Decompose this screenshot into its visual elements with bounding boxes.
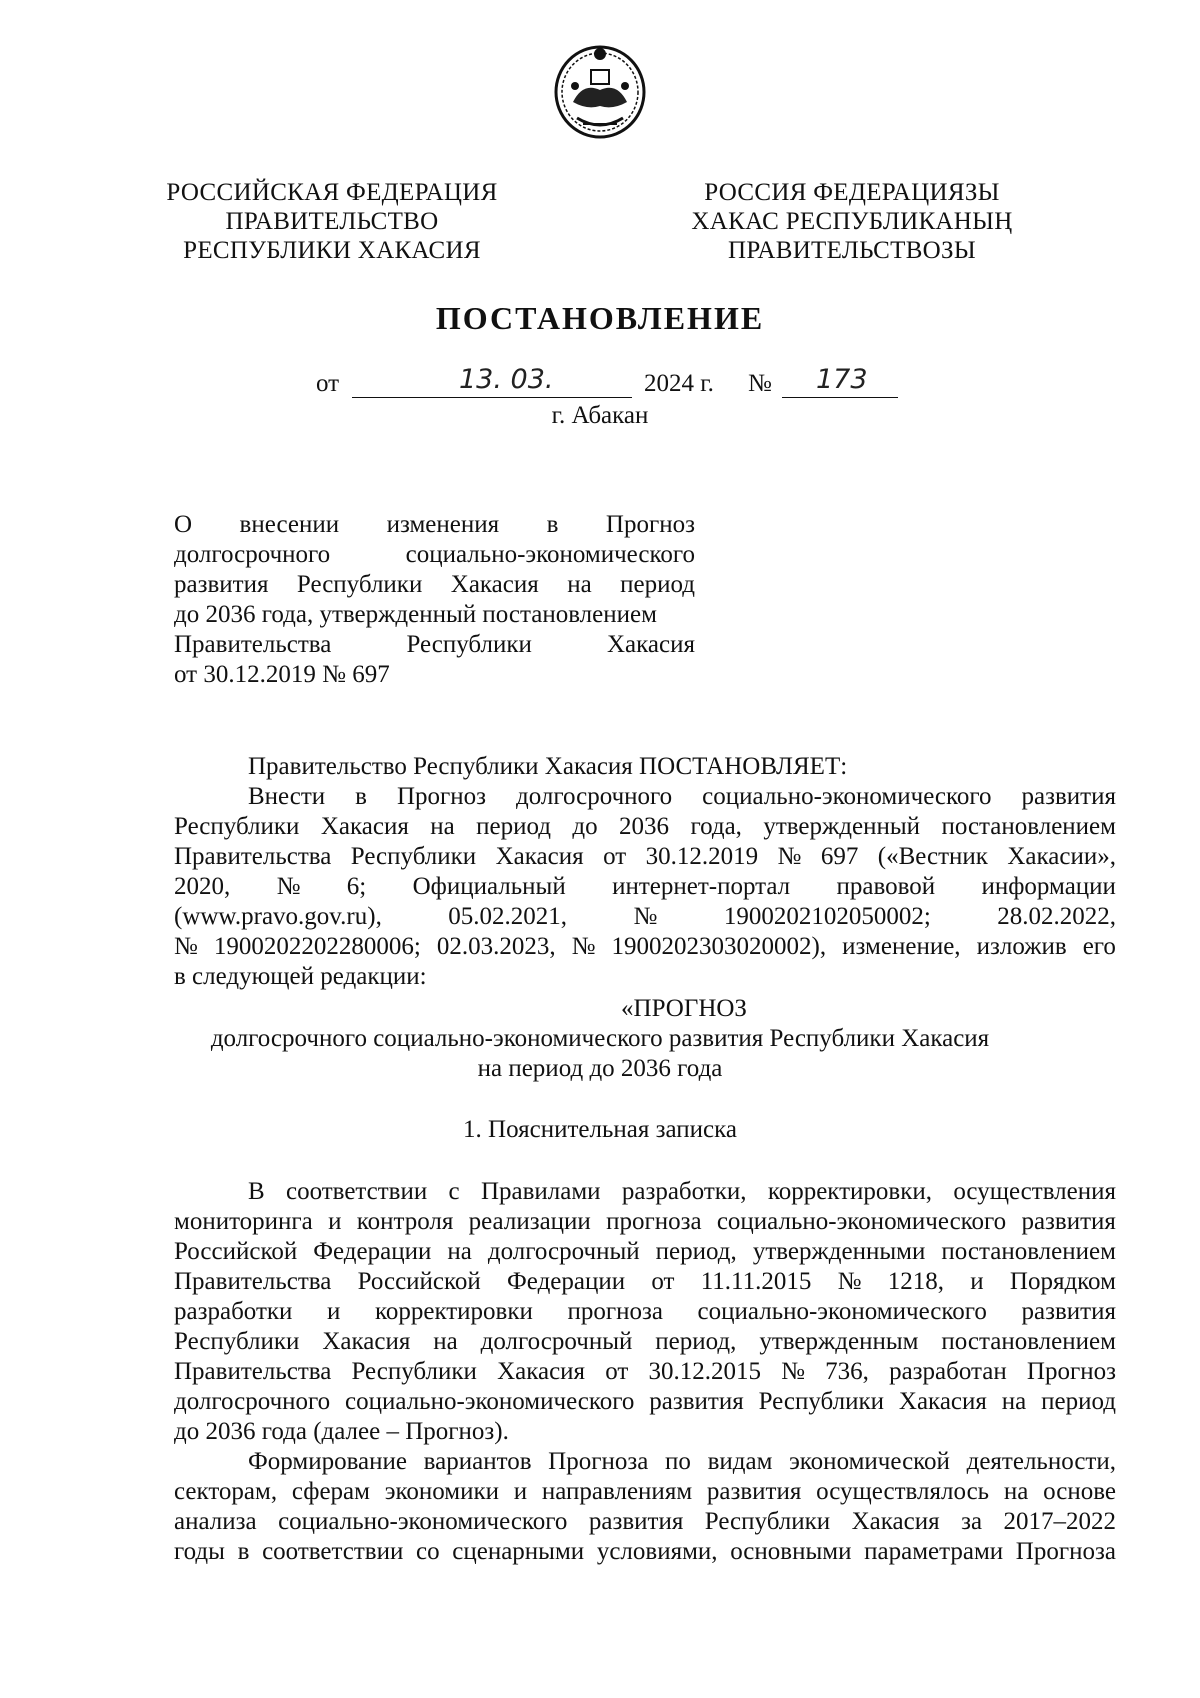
header-right — [672, 178, 1032, 265]
word: в — [355, 783, 367, 810]
word: развития — [1021, 1298, 1116, 1325]
word: Хакасия — [607, 631, 695, 658]
word: Республики — [758, 1388, 885, 1415]
word: постановлением — [941, 1238, 1116, 1265]
word: 1900202202280006; — [213, 933, 421, 960]
word: разработки — [174, 1298, 293, 1325]
word: Прогноз — [605, 511, 695, 538]
word: Внести — [248, 783, 326, 810]
word: развития — [706, 1478, 802, 1505]
word: № — [781, 1358, 805, 1385]
word: (www.pravo.gov.ru), — [174, 903, 382, 930]
word: разработан — [889, 1358, 1007, 1385]
word: 736, — [825, 1358, 869, 1385]
word: № — [174, 933, 198, 960]
number-sign: № — [748, 370, 772, 397]
city: г. Абакан — [551, 402, 649, 429]
text-line — [174, 842, 1116, 872]
subject-line — [174, 630, 695, 660]
word: прогноза — [606, 1208, 702, 1235]
word: социально-экономического — [405, 541, 695, 568]
word: долгосрочного — [174, 541, 331, 568]
word: на — [1003, 1478, 1029, 1505]
word: № — [837, 1268, 862, 1295]
word: Хакасия — [898, 1388, 987, 1415]
word: Хакасия — [495, 843, 584, 870]
subject-line — [174, 570, 695, 600]
word: Хакасия — [851, 1508, 940, 1535]
word: постановлением — [941, 1328, 1116, 1355]
word: Республики — [704, 1508, 831, 1535]
word: видам — [707, 1448, 773, 1475]
word: Российской — [174, 1238, 298, 1265]
coat-of-arms-emblem — [553, 40, 647, 140]
text-line — [174, 1207, 1116, 1237]
word: до 2036 года, утвержденный постановлением — [174, 601, 657, 628]
word: социально-экономического — [716, 1208, 1007, 1235]
word: 697 — [820, 843, 859, 870]
word: долгосрочного — [516, 783, 673, 810]
handwritten-date: 13. 03. — [459, 364, 554, 395]
word: Хакасия — [322, 1328, 411, 1355]
word: Правительства — [174, 631, 332, 658]
word: анализа — [174, 1508, 257, 1535]
word: в — [237, 1538, 250, 1565]
word: долгосрочный — [487, 1238, 640, 1265]
word: от 30.12.2019 № 697 — [174, 661, 390, 688]
word: и — [513, 1478, 528, 1505]
word: корректировки — [374, 1298, 533, 1325]
word: на — [447, 1238, 472, 1265]
text-line — [174, 932, 1116, 962]
word: период, — [655, 1328, 737, 1355]
word: развития — [649, 1388, 744, 1415]
word: Порядком — [1009, 1268, 1116, 1295]
word: Российской — [357, 1268, 481, 1295]
word: 05.02.2021, — [448, 903, 568, 930]
text-line — [174, 1477, 1116, 1507]
word: социально-экономического — [345, 1388, 635, 1415]
header-right-line: ХАКАС РЕСПУБЛИКАНЫҢ — [691, 208, 1013, 235]
word: года, — [690, 813, 742, 840]
word: Хакасия — [497, 1358, 586, 1385]
word: № — [571, 933, 596, 960]
word: мониторинга — [174, 1208, 313, 1235]
forecast-title-line: долгосрочного социально-экономического развития Республики Хакасия — [210, 1025, 990, 1052]
word: 28.02.2022, — [997, 903, 1116, 930]
subject-line — [174, 660, 695, 690]
text-line — [174, 1177, 1116, 1207]
word: В — [248, 1178, 265, 1205]
word: годы — [174, 1538, 225, 1565]
word: с — [448, 1178, 460, 1205]
word: Республики — [174, 1328, 300, 1355]
word: за — [961, 1508, 983, 1535]
subject-block — [174, 510, 695, 690]
word: период — [1041, 1388, 1116, 1415]
word: Прогноз — [396, 783, 487, 810]
word: № — [777, 843, 802, 870]
word: и — [328, 1208, 342, 1235]
word: изложив — [976, 933, 1067, 960]
word: информации — [981, 873, 1116, 900]
document-title: ПОСТАНОВЛЕНИЕ — [435, 300, 765, 336]
word: направлениям — [541, 1478, 693, 1505]
header-left-line: ПРАВИТЕЛЬСТВО — [225, 208, 439, 235]
word: до — [572, 813, 598, 840]
header-left-line: РЕСПУБЛИКИ ХАКАСИЯ — [183, 237, 481, 264]
word: Прогноз — [1026, 1358, 1116, 1385]
word: основе — [1043, 1478, 1116, 1505]
text-line — [174, 902, 1116, 932]
word: от — [651, 1268, 675, 1295]
word: Республики — [296, 571, 423, 598]
word: 30.12.2019 — [645, 843, 759, 870]
word: Формирование — [248, 1448, 407, 1475]
word: развития — [588, 1508, 684, 1535]
word: («Вестник — [877, 843, 988, 870]
word: 1218, — [887, 1268, 944, 1295]
text-line — [174, 1507, 1116, 1537]
word: на — [430, 813, 455, 840]
word: соответствии — [285, 1178, 428, 1205]
word: социально-экономического — [697, 1298, 987, 1325]
word: Республики — [351, 1358, 477, 1385]
text-line — [174, 1237, 1116, 1267]
word: его — [1082, 933, 1116, 960]
word: и — [327, 1298, 341, 1325]
word: 11.11.2015 — [700, 1268, 812, 1295]
word: условиями, — [596, 1538, 718, 1565]
text-line — [174, 812, 1116, 842]
word: развития — [1021, 783, 1116, 810]
subject-line — [174, 540, 695, 570]
date-prefix: от — [316, 370, 340, 397]
word: со — [415, 1538, 440, 1565]
decree-intro: Правительство Республики Хакасия ПОСТАНОВЛЯЕТ: — [248, 753, 848, 780]
word: контроля — [356, 1208, 454, 1235]
word: 30.12.2015 — [648, 1358, 761, 1385]
header-right-line: РОССИЯ ФЕДЕРАЦИЯЗЫ — [704, 179, 1000, 206]
word: осуществления — [953, 1178, 1116, 1205]
word: на — [433, 1328, 458, 1355]
word: секторам, — [174, 1478, 278, 1505]
word: Прогноза — [1015, 1538, 1116, 1565]
word: соответствии — [262, 1538, 404, 1565]
word: от — [605, 1358, 629, 1385]
text-line — [174, 1297, 1116, 1327]
text-line — [174, 872, 1116, 902]
word: изменения — [386, 511, 500, 538]
word: Федерации — [313, 1238, 432, 1265]
word: на — [1001, 1388, 1027, 1415]
word: 2017–2022 — [1003, 1508, 1116, 1535]
section-title: 1. Пояснительная записка — [463, 1116, 737, 1143]
word: 1900202102050002; — [723, 903, 931, 930]
word: Правительства — [174, 843, 332, 870]
word: Правительства — [174, 1358, 332, 1385]
text-line: в следующей редакции: — [174, 963, 427, 990]
word: О — [174, 511, 193, 538]
word: правовой — [836, 873, 936, 900]
word: 2036 — [619, 813, 670, 840]
date-year: 2024 г. — [644, 370, 714, 397]
word: основными — [730, 1538, 852, 1565]
word: экономической — [789, 1448, 950, 1475]
word: долгосрочного — [174, 1388, 331, 1415]
text-line — [174, 1387, 1116, 1417]
word: реализации — [468, 1208, 591, 1235]
subject-line — [174, 600, 695, 630]
text-line — [174, 1267, 1116, 1297]
word: интернет-портал — [612, 873, 791, 900]
word: Республики — [350, 843, 477, 870]
word: сферам — [291, 1478, 370, 1505]
word: на — [567, 571, 592, 598]
word: Правительства — [174, 1268, 332, 1295]
word: Республики — [406, 631, 532, 658]
word: по — [665, 1448, 691, 1475]
word: деятельности, — [966, 1448, 1116, 1475]
text-line — [174, 1537, 1116, 1567]
word: 2020, — [174, 873, 231, 900]
word: период — [476, 813, 551, 840]
text-line — [174, 782, 1116, 812]
text-line: до 2036 года (далее – Прогноз). — [174, 1418, 509, 1445]
word: № — [633, 903, 658, 930]
header-right-line: ПРАВИТЕЛЬСТВОЗЫ — [728, 237, 976, 264]
word: 02.03.2023, — [436, 933, 556, 960]
word: Федерации — [507, 1268, 626, 1295]
word: параметрами — [864, 1538, 1004, 1565]
word: развития — [1021, 1208, 1116, 1235]
header-left-line: РОССИЙСКАЯ ФЕДЕРАЦИЯ — [166, 179, 498, 206]
word: развития — [174, 571, 269, 598]
word: разработки, — [621, 1178, 747, 1205]
forecast-title-line: «ПРОГНОЗ — [621, 995, 747, 1022]
word: социально-экономического — [702, 783, 992, 810]
word: Официальный — [412, 873, 566, 900]
word: период, — [655, 1238, 737, 1265]
word: Правилами — [480, 1178, 601, 1205]
word: утвержденным — [759, 1328, 919, 1355]
word: Хакасии», — [1007, 843, 1116, 870]
word: 1900202303020002), — [611, 933, 827, 960]
paragraph-3 — [174, 1447, 1116, 1567]
paragraph-main — [174, 782, 1116, 992]
word: 6; — [346, 873, 367, 900]
word: осуществлялось — [816, 1478, 990, 1505]
text-line — [174, 1327, 1116, 1357]
word: Прогноза — [548, 1448, 649, 1475]
word: изменение, — [842, 933, 961, 960]
word: в — [546, 511, 559, 538]
subject-line — [174, 510, 695, 540]
word: утвержденный — [763, 813, 921, 840]
forecast-title-line: на период до 2036 года — [477, 1055, 723, 1082]
word: период — [620, 571, 695, 598]
text-line — [174, 1447, 1116, 1477]
text-line — [174, 1357, 1116, 1387]
header-left — [152, 178, 512, 265]
word: Хакасия — [320, 813, 409, 840]
word: социально-экономического — [278, 1508, 568, 1535]
word: экономики — [384, 1478, 499, 1505]
word: прогноза — [567, 1298, 663, 1325]
word: корректировки, — [767, 1178, 933, 1205]
word: внесении — [239, 511, 340, 538]
paragraph-2 — [174, 1177, 1116, 1447]
word: Республики — [174, 813, 300, 840]
word: и — [970, 1268, 984, 1295]
number-blank-line — [782, 397, 898, 398]
word: утвержденными — [752, 1238, 926, 1265]
date-blank-line — [352, 397, 632, 398]
word: Хакасия — [450, 571, 539, 598]
forecast-title — [0, 994, 1200, 1084]
word: сценарными — [452, 1538, 585, 1565]
word: от — [603, 843, 627, 870]
word: вариантов — [423, 1448, 532, 1475]
word: постановлением — [941, 813, 1116, 840]
word: долгосрочный — [480, 1328, 633, 1355]
word: № — [276, 873, 301, 900]
handwritten-number: 173 — [816, 364, 868, 395]
